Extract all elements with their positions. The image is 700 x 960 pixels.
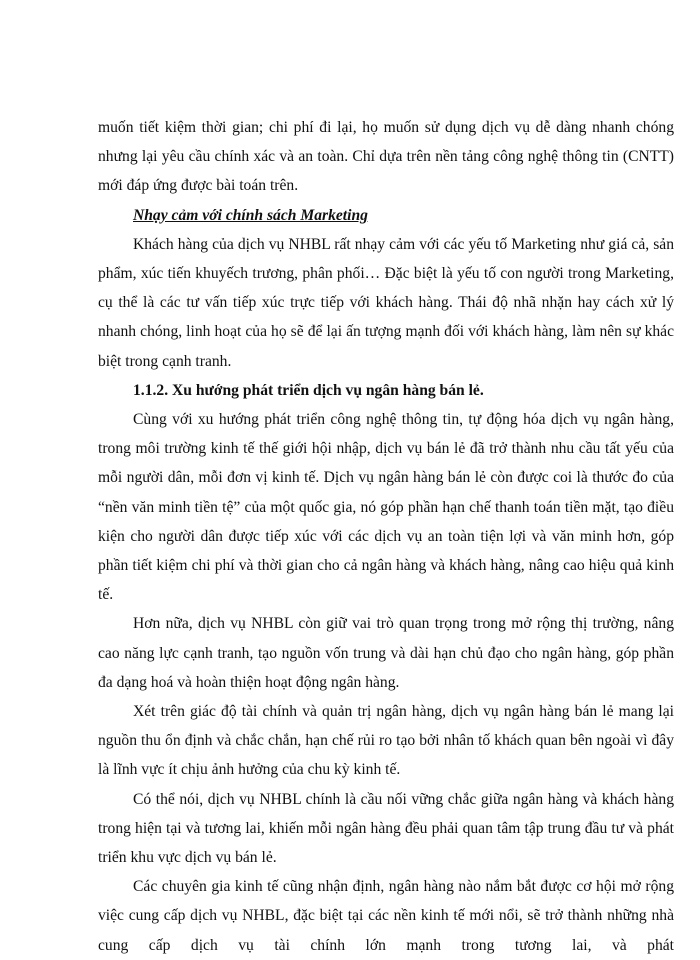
paragraph-continuation: muốn tiết kiệm thời gian; chi phí đi lại, họ muốn sử dụng dịch vụ dễ dàng nhanh chóng nhưng lại yêu cầu chính xác và an toàn. Chỉ dựa trên nền tảng công nghệ thông tin (CNTT) mới đáp ứng được bài toán trên. xyxy=(98,119,674,195)
paragraph-finance: Xét trên giác độ tài chính và quản trị ngân hàng, dịch vụ ngân hàng bán lẻ mang lại nguồn thu ổn định và chắc chắn, hạn chế rủi ro tạo bởi nhân tố khách quan bên ngoài vì đây là lĩnh vực ít chịu ảnh hưởng của chu kỳ kinh tế. xyxy=(98,703,674,779)
paragraph-role: Hơn nữa, dịch vụ NHBL còn giữ vai trò quan trọng trong mở rộng thị trường, nâng cao năng lực cạnh tranh, tạo nguồn vốn trung và dài hạn chủ đạo cho ngân hàng, góp phần đa dạng hoá và hoàn thiện hoạt động ngân hàng. xyxy=(98,615,674,691)
paragraph-experts: Các chuyên gia kinh tế cũng nhận định, ngân hàng nào nắm bắt được cơ hội mở rộng việc cung cấp dịch vụ NHBL, đặc biệt tại các nền kinh tế mới nổi, sẽ trở thành những nhà cung cấp dịch vụ tài chính lớn mạnh trong tương lai, và phát xyxy=(98,878,674,954)
document-page xyxy=(98,113,674,960)
paragraph-marketing: Khách hàng của dịch vụ NHBL rất nhạy cảm với các yếu tố Marketing như giá cả, sản phẩm, xúc tiến khuyếch trương, phân phối… Đặc biệt là yếu tố con người trong Marketing, cụ thể là các tư vấn tiếp xúc trực tiếp với khách hàng. Thái độ nhã nhặn hay cách xử lý nhanh chóng, linh hoạt của họ sẽ để lại ấn tượng mạnh đối với khách hàng, làm nên sự khác biệt trong cạnh tranh. xyxy=(98,235,674,370)
paragraph-trend: Cùng với xu hướng phát triển công nghệ thông tin, tự động hóa dịch vụ ngân hàng, trong môi trường kinh tế thế giới hội nhập, dịch vụ bán lẻ đã trở thành nhu cầu tất yếu của mỗi người dân, mỗi đơn vị kinh tế. Dịch vụ ngân hàng bán lẻ còn được coi là thước đo của “nền văn minh tiền tệ” của một quốc gia, nó góp phần hạn chế thanh toán tiền mặt, tạo điều kiện cho người dân được tiếp xúc với các dịch vụ an toàn tiện lợi và văn minh hơn, góp phần tiết kiệm chi phí và thời gian cho cả ngân hàng và khách hàng, nâng cao hiệu quả kinh tế. xyxy=(98,411,674,604)
subheading-marketing: Nhạy cảm với chính sách Marketing xyxy=(133,206,368,224)
section-heading: 1.1.2. Xu hướng phát triển dịch vụ ngân hàng bán lẻ. xyxy=(133,381,484,399)
paragraph-bridge: Có thể nói, dịch vụ NHBL chính là cầu nối vững chắc giữa ngân hàng và khách hàng trong hiện tại và tương lai, khiến mỗi ngân hàng đều phải quan tâm tập trung đầu tư và phát triển khu vực dịch vụ bán lẻ. xyxy=(98,790,674,867)
